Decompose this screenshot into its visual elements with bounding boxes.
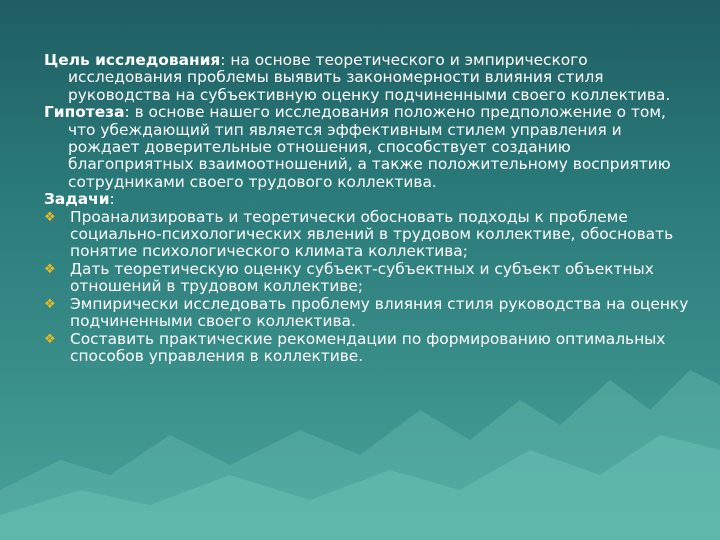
task-text: Составить практические рекомендации по формированию оптимальных способов управления в коллективе. <box>70 329 666 365</box>
task-text: Дать теоретическую оценку субъект-субъектных и субъект объектных отношений в трудовом коллективе; <box>70 259 654 296</box>
task-text: Проанализировать и теоретически обосновать подходы к проблеме социально-психологических явлений в трудовом коллективе, обосновать понятие психологического климата коллектива; <box>70 207 674 261</box>
goal-text: : на основе теоретического и эмпирического исследования проблемы выявить закономерности влияния стиля руководства на субъективную оценку подчиненными своего коллектива. <box>68 51 671 104</box>
hypothesis-paragraph <box>44 104 694 191</box>
diamond-bullet-icon: ❖ <box>44 261 56 277</box>
diamond-bullet-icon: ❖ <box>44 209 56 225</box>
list-item <box>44 209 694 261</box>
diamond-bullet-icon: ❖ <box>44 331 56 347</box>
slide-content <box>44 52 694 365</box>
goal-label: Цель исследования <box>44 51 221 69</box>
list-item <box>44 331 694 366</box>
goal-paragraph <box>44 52 694 104</box>
tasks-label: Задачи <box>44 190 110 209</box>
tasks-suffix: : <box>109 190 115 209</box>
hypothesis-label: Гипотеза <box>44 103 125 122</box>
list-item <box>44 296 694 331</box>
hypothesis-text: : в основе нашего исследования положено предположение о том, что убеждающий тип является эффективным стилем управления и рождает доверительные отношения, способствует созданию благоприятных взаимоотношений, а также положительному восприятию сотрудниками своего трудового коллектива. <box>68 103 671 191</box>
tasks-list <box>44 209 694 366</box>
tasks-heading <box>44 191 694 208</box>
diamond-bullet-icon: ❖ <box>44 296 56 312</box>
task-text: Эмпирически исследовать проблему влияния стиля руководства на оценку подчиненными своего коллектива. <box>70 294 689 331</box>
list-item <box>44 261 694 296</box>
mountain-background <box>0 340 720 540</box>
